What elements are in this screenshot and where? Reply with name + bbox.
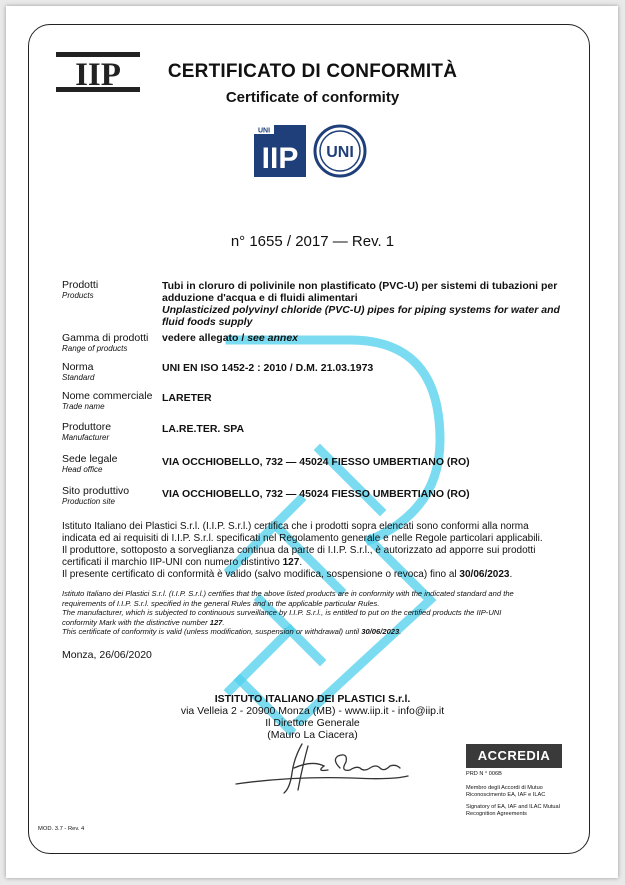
value-standard: UNI EN ISO 1452-2 : 2010 / D.M. 21.03.1973 <box>162 362 374 374</box>
director-name: (Mauro La Ciacera) <box>267 729 358 741</box>
label-range: Gamma di prodotti Range of products <box>62 332 149 353</box>
institute-address: via Velleia 2 - 20900 Monza (MB) - www.iip.it - info@iip.it <box>180 705 445 717</box>
iip-mark-logo <box>253 124 307 178</box>
label-production-site: Sito produttivo Production site <box>62 485 130 506</box>
declaration-italian: Istituto Italiano dei Plastici S.r.l. (I.I.P. S.r.l.) certifica che i prodotti sopra elencati sono conformi alla norma indicata ed ai requisiti di I.I.P. S.r.l. specificati nel Regolamento generale e nelle Regole particolari applicabili. Il produttore, sottoposto a sorveglianza continua da parte di I.I.P. S.r.l., è autorizzato ad apporre sui prodotti certificati il marchio IIP-UNI con numero distintivo 127. Il presente certificato di conformità è valido (salvo modifica, sospensione o revoca) fino al 30/06/2023. <box>62 521 543 580</box>
form-code: MOD. 3.7 - Rev. 4 <box>38 826 85 832</box>
certificate-subtitle: Certificate of conformity <box>225 89 400 106</box>
label-standard: Norma Standard <box>62 361 95 382</box>
value-head-office: VIA OCCHIOBELLO, 732 — 45024 FIESSO UMBERTIANO (RO) <box>162 456 470 468</box>
accredia-prd: PRD N ° 006B <box>466 771 502 777</box>
svg-text:IIP: IIP <box>261 142 299 175</box>
label-head-office: Sede legale Head office <box>62 453 118 474</box>
declaration-english: Istituto Italiano dei Plastici S.r.l. (I.I.P. S.r.l.) certifies that the above listed products are in conformity with the indicated standard and the requirements of I.I.P. S.r.l. specified in the general Rules and in the applicable particular Rules. The manufacturer, which is subjected to continuous surveillance by I.I.P. S.r.l., is entitled to put on the certified products the IIP-UNI conformity Mark with the distinctive number 127. This certificate of conformity is valid (unless modification, suspension or withdrawal) until 30/06/2023. <box>62 589 514 637</box>
accredia-logo: ACCREDIA <box>466 744 562 768</box>
uni-logo <box>313 124 367 178</box>
iip-logo-text: IIP <box>75 57 121 93</box>
value-range: vedere allegato / see annex <box>162 332 299 344</box>
value-products: Tubi in cloruro di polivinile non plastificato (PVC-U) per sistemi di tubazioni per adduzione d'acqua e di fluidi alimentari Unplasticized polyvinyl chloride (PVC-U) pipes for piping systems for water and fluid foods supply <box>162 280 560 328</box>
director-role: Il Direttore Generale <box>265 717 360 729</box>
label-trade-name: Nome commerciale Trade name <box>62 390 153 411</box>
label-products: Prodotti Products <box>62 279 99 300</box>
value-trade-name: LARETER <box>162 392 212 404</box>
accredia-membership: Membro degli Accordi di Mutuo Riconoscimento EA, IAF e ILAC <box>466 785 546 798</box>
director-signature <box>232 738 412 798</box>
value-production-site: VIA OCCHIOBELLO, 732 — 45024 FIESSO UMBERTIANO (RO) <box>162 488 470 500</box>
issue-date: Monza, 26/06/2020 <box>62 649 152 661</box>
accredia-signatory: Signatory of EA, IAF and ILAC Mutual Recognition Agreements <box>466 804 560 817</box>
certificate-number: n° 1655 / 2017 — Rev. 1 <box>230 233 395 250</box>
label-manufacturer: Produttore Manufacturer <box>62 421 112 442</box>
value-manufacturer: LA.RE.TER. SPA <box>162 423 245 435</box>
svg-text:UNI: UNI <box>257 127 271 135</box>
certificate-title: CERTIFICATO DI CONFORMITÀ <box>167 61 458 82</box>
svg-text:UNI: UNI <box>326 144 354 161</box>
institute-name: ISTITUTO ITALIANO DEI PLASTICI S.r.l. <box>214 693 411 705</box>
